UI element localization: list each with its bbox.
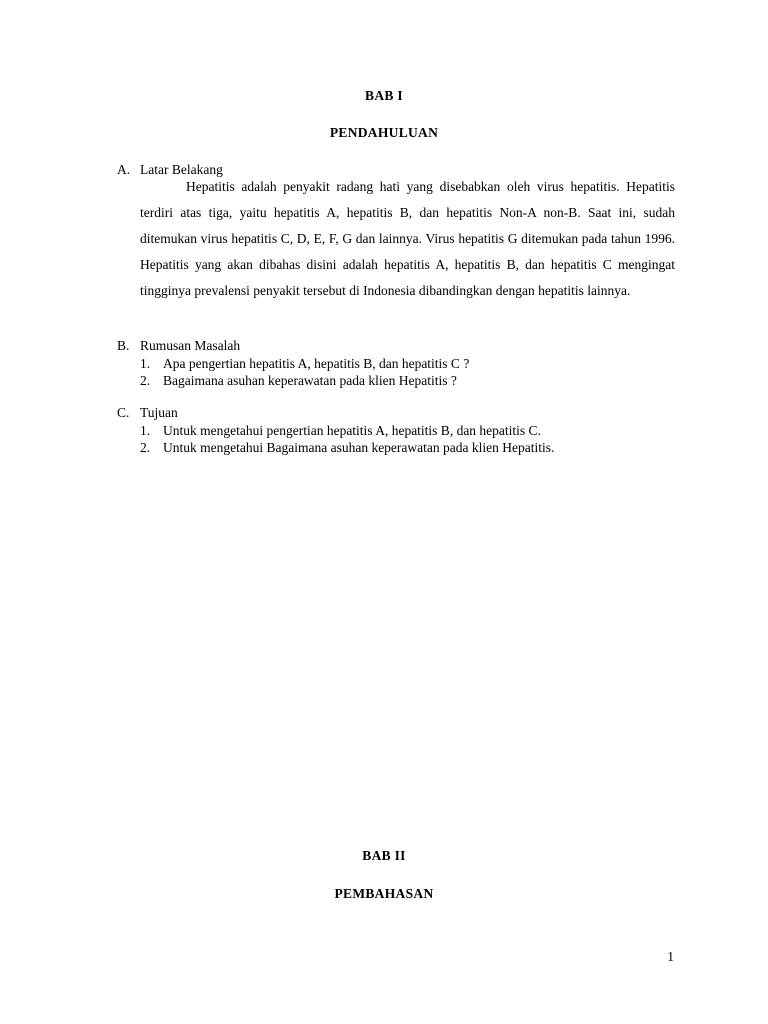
list-item-text: Apa pengertian hepatitis A, hepatitis B, dan hepatitis C ? [163, 356, 470, 371]
list-item [140, 439, 680, 456]
list-item-text: Bagaimana asuhan keperawatan pada klien Hepatitis ? [163, 373, 457, 388]
section-a-letter: A. [117, 162, 131, 177]
section-b-list [140, 355, 680, 389]
page-number: 1 [667, 949, 674, 964]
section-b-letter: B. [117, 338, 130, 353]
list-item-number: 1. [140, 356, 151, 371]
list-item-text: Untuk mengetahui pengertian hepatitis A, hepatitis B, dan hepatitis C. [163, 423, 541, 438]
section-a-paragraph-text: Hepatitis adalah penyakit radang hati yang disebabkan oleh virus hepatitis. Hepatitis terdiri atas tiga, yaitu hepatitis A, hepatitis B, dan hepatitis Non-A non-B. Saat ini, sudah ditemukan virus hepatitis C, D, E, F, G dan lainnya. Virus hepatitis G ditemukan pada tahun 1996. Hepatitis yang akan dibahas disini adalah hepatitis A, hepatitis B, dan hepatitis C mengingat tingginya prevalensi penyakit tersebut di Indonesia dibandingkan dengan hepatitis lainnya. [140, 179, 675, 298]
section-a-title: Latar Belakang [140, 162, 223, 177]
list-item-number: 2. [140, 440, 151, 455]
list-item [140, 422, 680, 439]
section-c-letter: C. [117, 405, 130, 420]
section-c-title: Tujuan [140, 405, 178, 420]
chapter-title-pendahuluan: PENDAHULUAN [329, 125, 439, 140]
chapter-heading-bab-1: BAB I [365, 88, 403, 103]
list-item-number: 1. [140, 423, 151, 438]
list-item-text: Untuk mengetahui Bagaimana asuhan keperawatan pada klien Hepatitis. [163, 440, 555, 455]
section-b-title: Rumusan Masalah [140, 338, 241, 353]
section-a-paragraph [140, 174, 675, 304]
chapter-heading-bab-2: BAB II [362, 848, 406, 863]
list-item [140, 355, 680, 372]
chapter-title-pembahasan: PEMBAHASAN [334, 886, 434, 901]
section-c-list [140, 422, 680, 456]
list-item-number: 2. [140, 373, 151, 388]
list-item [140, 372, 680, 389]
